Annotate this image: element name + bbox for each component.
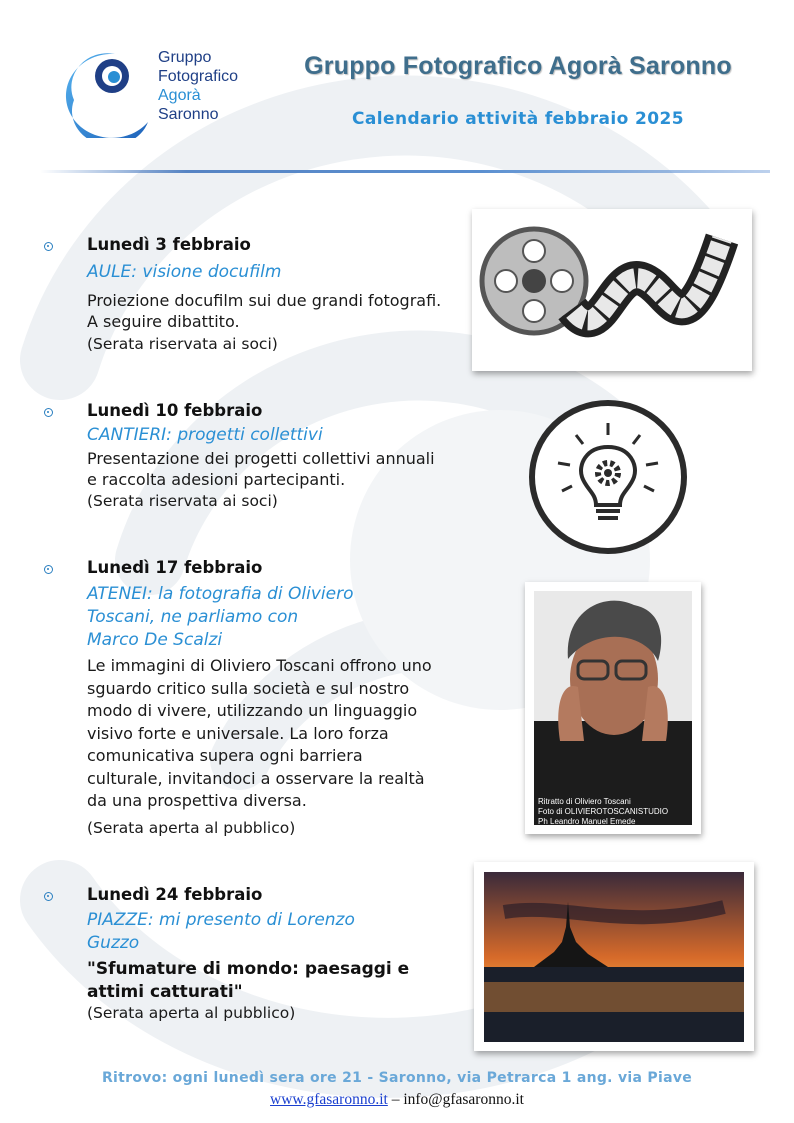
event-description — [87, 655, 432, 813]
photo-credit-line: Foto di OLIVIEROTOSCANISTUDIO — [538, 807, 669, 816]
bullet-icon — [44, 892, 53, 901]
portrait-image-icon — [534, 591, 692, 825]
event-description-line: da una prospettiva diversa. — [87, 791, 307, 810]
event-date: Lunedì 10 febbraio — [87, 401, 263, 420]
event-note: (Serata riservata ai soci) — [87, 335, 278, 353]
event-note: (Serata aperta al pubblico) — [87, 1004, 296, 1022]
footer-links — [0, 1091, 794, 1109]
event-date: Lunedì 17 febbraio — [87, 558, 263, 577]
event-quote-line: "Sfumature di mondo: paesaggi e — [87, 959, 410, 979]
event-description-line: modo di vivere, utilizzando un linguaggio — [87, 701, 418, 720]
photo-credit-line: Ph Leandro Manuel Emede — [538, 817, 636, 826]
event-description — [87, 290, 441, 332]
email-link[interactable]: info@gfasaronno.it — [403, 1091, 524, 1108]
event-title: AULE: visione docufilm — [87, 262, 282, 282]
logo-line-1: Gruppo — [158, 49, 212, 66]
photo-credit — [538, 797, 668, 827]
footer-separator: – — [387, 1091, 404, 1108]
event-quote-line: attimi catturati" — [87, 982, 243, 1002]
event-title-line: ATENEI: la fotografia di Oliviero — [87, 584, 354, 604]
footer-meeting-info: Ritrovo: ogni lunedì sera ore 21 - Saronno, via Petrarca 1 ang. via Piave — [101, 1070, 693, 1086]
event-title-line: PIAZZE: mi presento di Lorenzo — [87, 910, 355, 930]
event-description-line: e raccolta adesioni partecipanti. — [87, 470, 346, 489]
photo-credit-line: Ritratto di Oliviero Toscani — [538, 797, 631, 806]
header-divider — [40, 170, 770, 173]
landscape-photo-icon — [484, 872, 744, 1042]
event-title — [87, 583, 354, 652]
landscape-photo — [474, 862, 754, 1051]
event-title-line: Toscani, ne parliamo con — [87, 607, 299, 627]
page-title: Gruppo Fotografico Agorà Saronno — [304, 52, 732, 80]
website-link[interactable]: www.gfasaronno.it — [270, 1091, 388, 1108]
bullet-icon — [44, 408, 53, 417]
event-title: CANTIERI: progetti collettivi — [87, 425, 323, 445]
event-title-line: Guzzo — [87, 933, 140, 953]
event-description-line: Proiezione docufilm sui due grandi fotografi. — [87, 291, 442, 310]
lightbulb-gear-icon — [526, 397, 690, 557]
event-description-line: visivo forte e universale. La loro forza — [87, 723, 389, 743]
event-description-line: comunicativa supera ogni barriera — [87, 746, 363, 765]
event-note: (Serata riservata ai soci) — [87, 492, 278, 510]
event-description — [87, 448, 435, 490]
logo-icon — [50, 48, 270, 138]
film-reel-image — [472, 209, 752, 371]
event-description-line: culturale, invitandoci a osservare la realtà — [87, 768, 425, 788]
logo-line-2: Fotografico — [158, 68, 239, 85]
event-description-line: A seguire dibattito. — [87, 312, 240, 331]
portrait-photo — [525, 582, 701, 834]
event-description-line: Presentazione dei progetti collettivi annuali — [87, 449, 435, 468]
bullet-icon — [44, 565, 53, 574]
event-description-line: Le immagini di Oliviero Toscani offrono uno — [87, 656, 432, 675]
event-date: Lunedì 24 febbraio — [87, 885, 263, 904]
event-date: Lunedì 3 febbraio — [87, 235, 251, 254]
logo-line-4: Saronno — [158, 106, 219, 123]
page-subtitle: Calendario attività febbraio 2025 — [352, 109, 684, 129]
event-note: (Serata aperta al pubblico) — [87, 819, 296, 837]
bullet-icon — [44, 242, 53, 251]
logo-line-3: Agorà — [158, 87, 201, 104]
event-description-line: sguardo critico sulla società e sul nostro — [87, 678, 410, 698]
event-title — [87, 909, 355, 955]
film-reel-icon — [472, 209, 752, 371]
event-quote — [87, 958, 409, 1004]
event-title-line: Marco De Scalzi — [87, 630, 223, 650]
